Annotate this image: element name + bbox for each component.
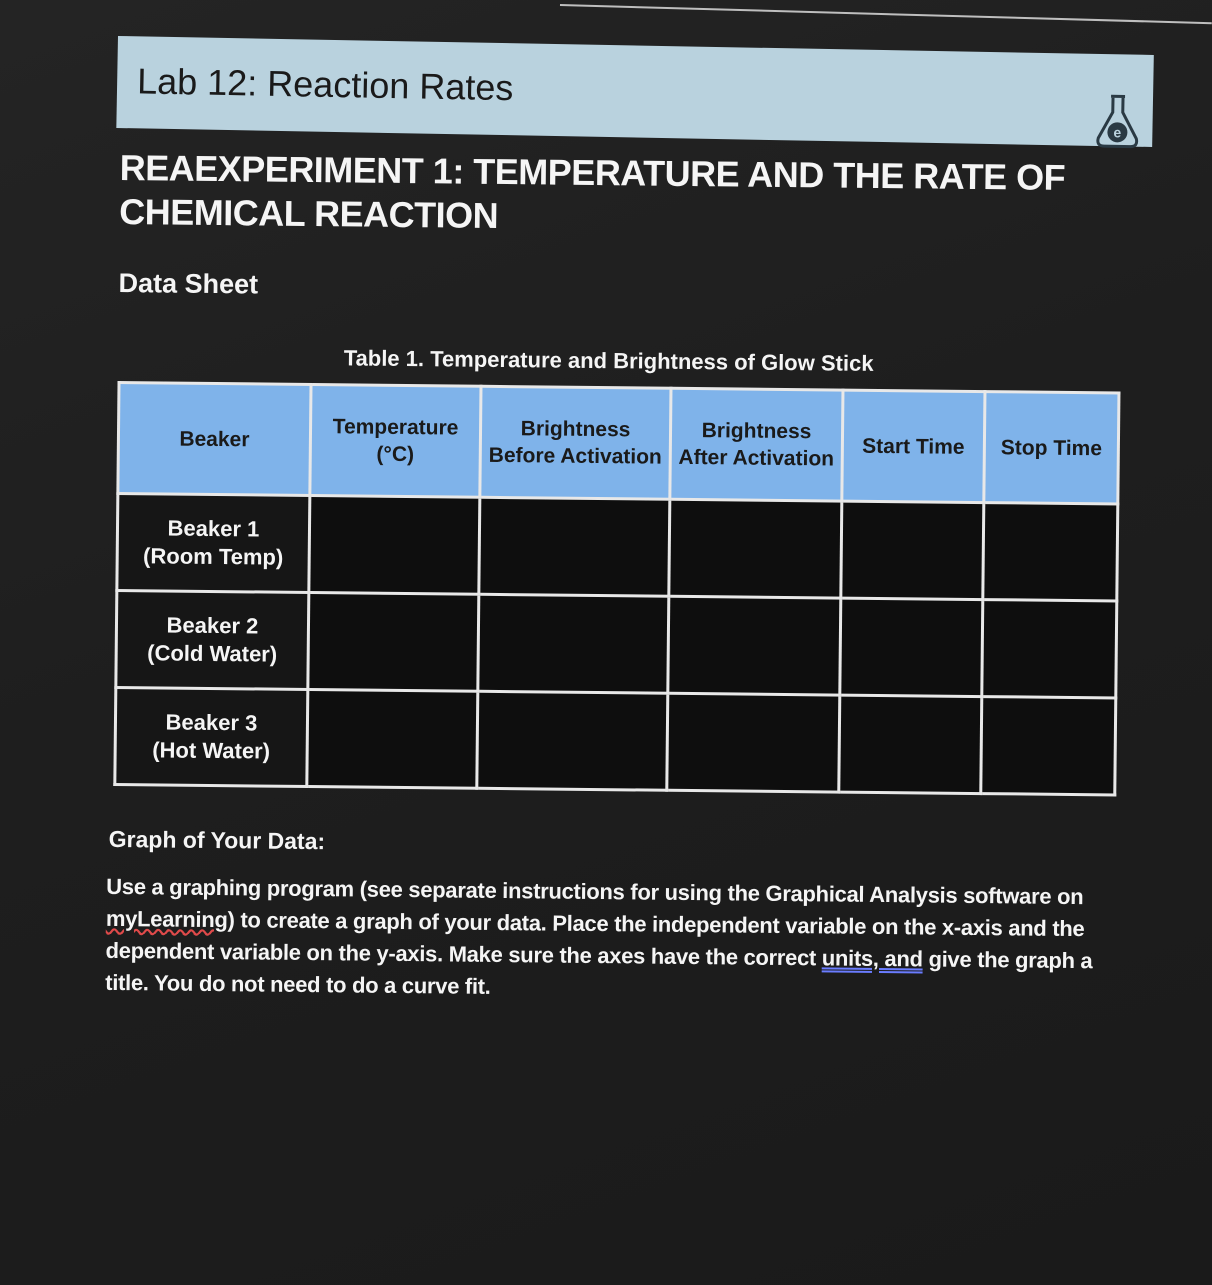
graph-text-part: give the graph a title. You do not need to do a curve fit. (105, 946, 1093, 999)
top-edge-line (560, 4, 1212, 24)
row-label-line: Beaker 1 (167, 515, 260, 542)
table-cell[interactable] (983, 503, 1118, 601)
row-label-beaker-1 (117, 493, 310, 592)
table-cell[interactable] (308, 593, 479, 692)
table-row (116, 590, 1117, 697)
column-header-beaker: Beaker (118, 383, 311, 496)
row-label-line: (Hot Water) (152, 737, 271, 764)
table-cell[interactable] (669, 499, 842, 598)
table-header-row (118, 383, 1119, 504)
document-content (105, 146, 1110, 1009)
row-label-line: Beaker 3 (165, 709, 258, 736)
column-header-brightness-before: Brightness Before Activation (480, 386, 671, 499)
header-banner (116, 36, 1154, 147)
flask-icon (1092, 92, 1143, 151)
table-cell[interactable] (839, 695, 982, 793)
table-cell[interactable] (307, 689, 478, 788)
table-cell[interactable] (841, 501, 984, 599)
page-title: Lab 12: Reaction Rates (136, 60, 514, 109)
table-caption: Table 1. Temperature and Brightness of Glow Stick (343, 345, 874, 376)
graph-text-part: ) to create a graph of your data. Place the independent variable on the x-axis and the dependent variable on the y-axis. Make sure the axes have the correct (105, 907, 1085, 971)
table-cell[interactable] (479, 497, 670, 596)
column-header-start-time: Start Time (842, 390, 985, 502)
table-cell[interactable] (982, 600, 1117, 698)
data-table (113, 381, 1120, 796)
spellcheck-flagged-word[interactable]: myLearning (105, 905, 228, 933)
row-label-beaker-2 (116, 590, 309, 689)
table-cell[interactable] (478, 594, 669, 693)
graph-instructions (105, 871, 1106, 1009)
table-cell[interactable] (668, 596, 841, 695)
data-sheet-title: Data Sheet (118, 267, 259, 300)
table-row (115, 687, 1116, 794)
column-header-stop-time: Stop Time (984, 392, 1119, 504)
row-label-line: Beaker 2 (166, 612, 259, 639)
experiment-title: REAEXPERIMENT 1: TEMPERATURE AND THE RATE OF CHEMICAL REACTION (119, 146, 1066, 236)
table-cell[interactable] (309, 496, 480, 595)
grammar-flagged-phrase[interactable]: units, and (821, 945, 923, 972)
row-label-line: (Room Temp) (143, 543, 284, 570)
graph-text-part: Use a graphing program (see separate instructions for using the Graphical Analysis software on (106, 873, 1084, 910)
table-cell[interactable] (840, 598, 983, 696)
graph-heading: Graph of Your Data: (108, 825, 326, 855)
table-cell[interactable] (981, 697, 1116, 795)
svg-text:e: e (1113, 124, 1122, 141)
column-header-temperature: Temperature (°C) (310, 385, 481, 498)
column-header-brightness-after: Brightness After Activation (670, 388, 843, 501)
table-row (117, 493, 1118, 600)
table-cell[interactable] (667, 693, 840, 792)
row-label-line: (Cold Water) (147, 640, 278, 667)
row-label-beaker-3 (115, 687, 308, 786)
table-cell[interactable] (477, 691, 668, 790)
